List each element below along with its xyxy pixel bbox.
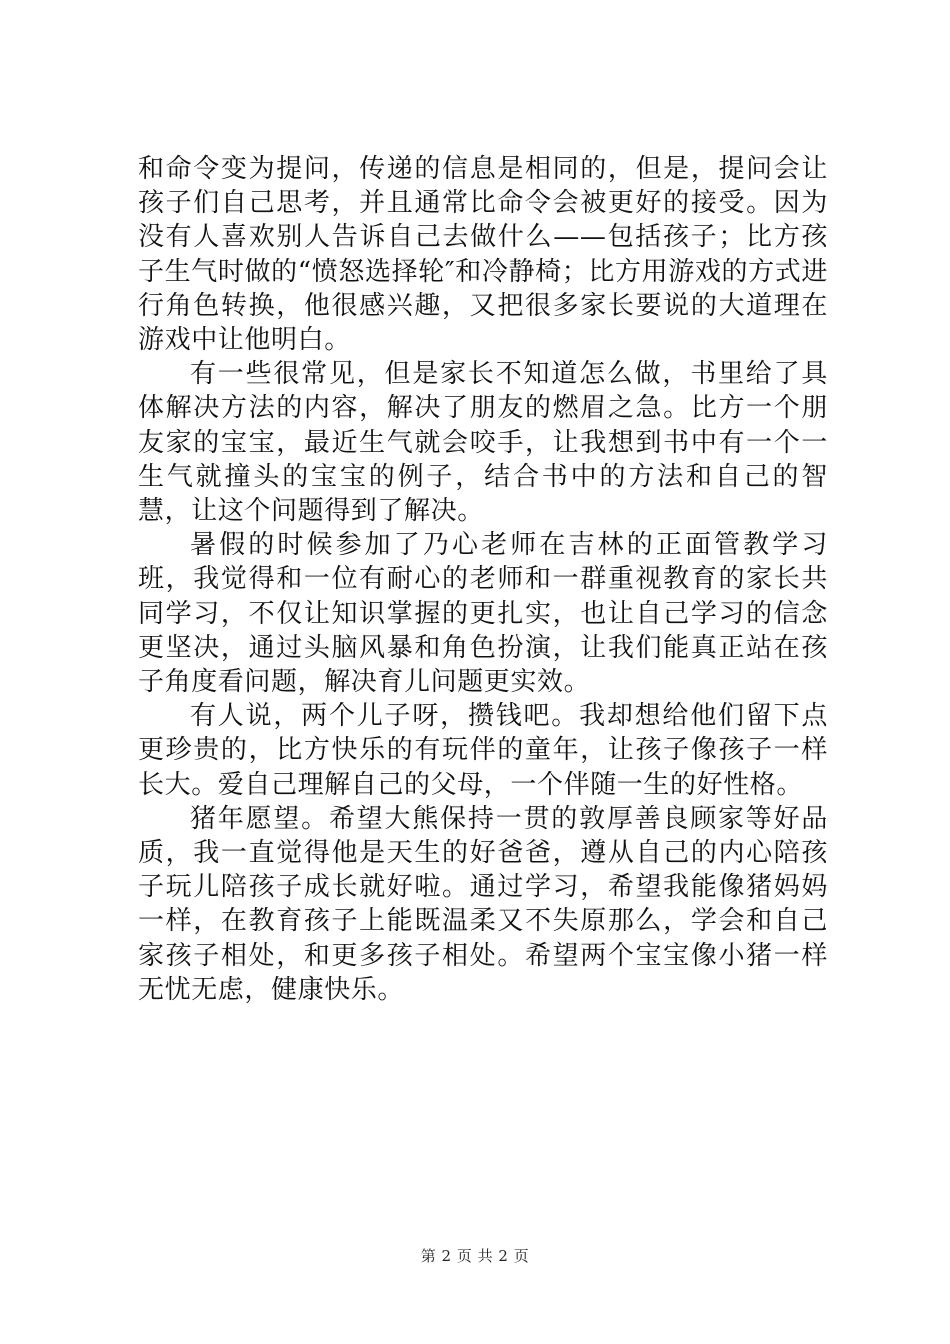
paragraph-2: 有一些很常见，但是家长不知道怎么做，书里给了具体解决方法的内容，解决了朋友的燃眉之急。比方一个朋友家的宝宝，最近生气就会咬手，让我想到书中有一个一生气就撞头的宝宝的例子，结合书中的方法和自己的智慧，让这个问题得到了解决。 (138, 359, 828, 527)
paragraph-5: 猪年愿望。希望大熊保持一贯的敦厚善良顾家等好品质，我一直觉得他是天生的好爸爸，遵从自己的内心陪孩子玩儿陪孩子成长就好啦。通过学习，希望我能像猪妈妈一样，在教育孩子上能既温柔又不失原那么，学会和自己家孩子相处，和更多孩子相处。希望两个宝宝像小猪一样无忧无虑，健康快乐。 (138, 803, 828, 1005)
document-body (138, 152, 828, 1007)
paragraph-1: 和命令变为提问，传递的信息是相同的，但是，提问会让孩子们自己思考，并且通常比命令会被更好的接受。因为没有人喜欢别人告诉自己去做什么——包括孩子；比方孩子生气时做的“愤怒选择轮″和冷静椅；比方用游戏的方式进行角色转换，他很感兴趣，又把很多家长要说的大道理在游戏中让他明白。 (138, 154, 828, 356)
page-number-footer: 第 2 页 共 2 页 (420, 1247, 530, 1265)
paragraph-3: 暑假的时候参加了乃心老师在吉林的正面管教学习班，我觉得和一位有耐心的老师和一群重视教育的家长共同学习，不仅让知识掌握的更扎实，也让自己学习的信念更坚决，通过头脑风暴和角色扮演，让我们能真正站在孩子角度看问题，解决育儿问题更实效。 (138, 530, 828, 698)
paragraph-4: 有人说，两个儿子呀，攒钱吧。我却想给他们留下点更珍贵的，比方快乐的有玩伴的童年，让孩子像孩子一样长大。爱自己理解自己的父母，一个伴随一生的好性格。 (138, 701, 828, 800)
